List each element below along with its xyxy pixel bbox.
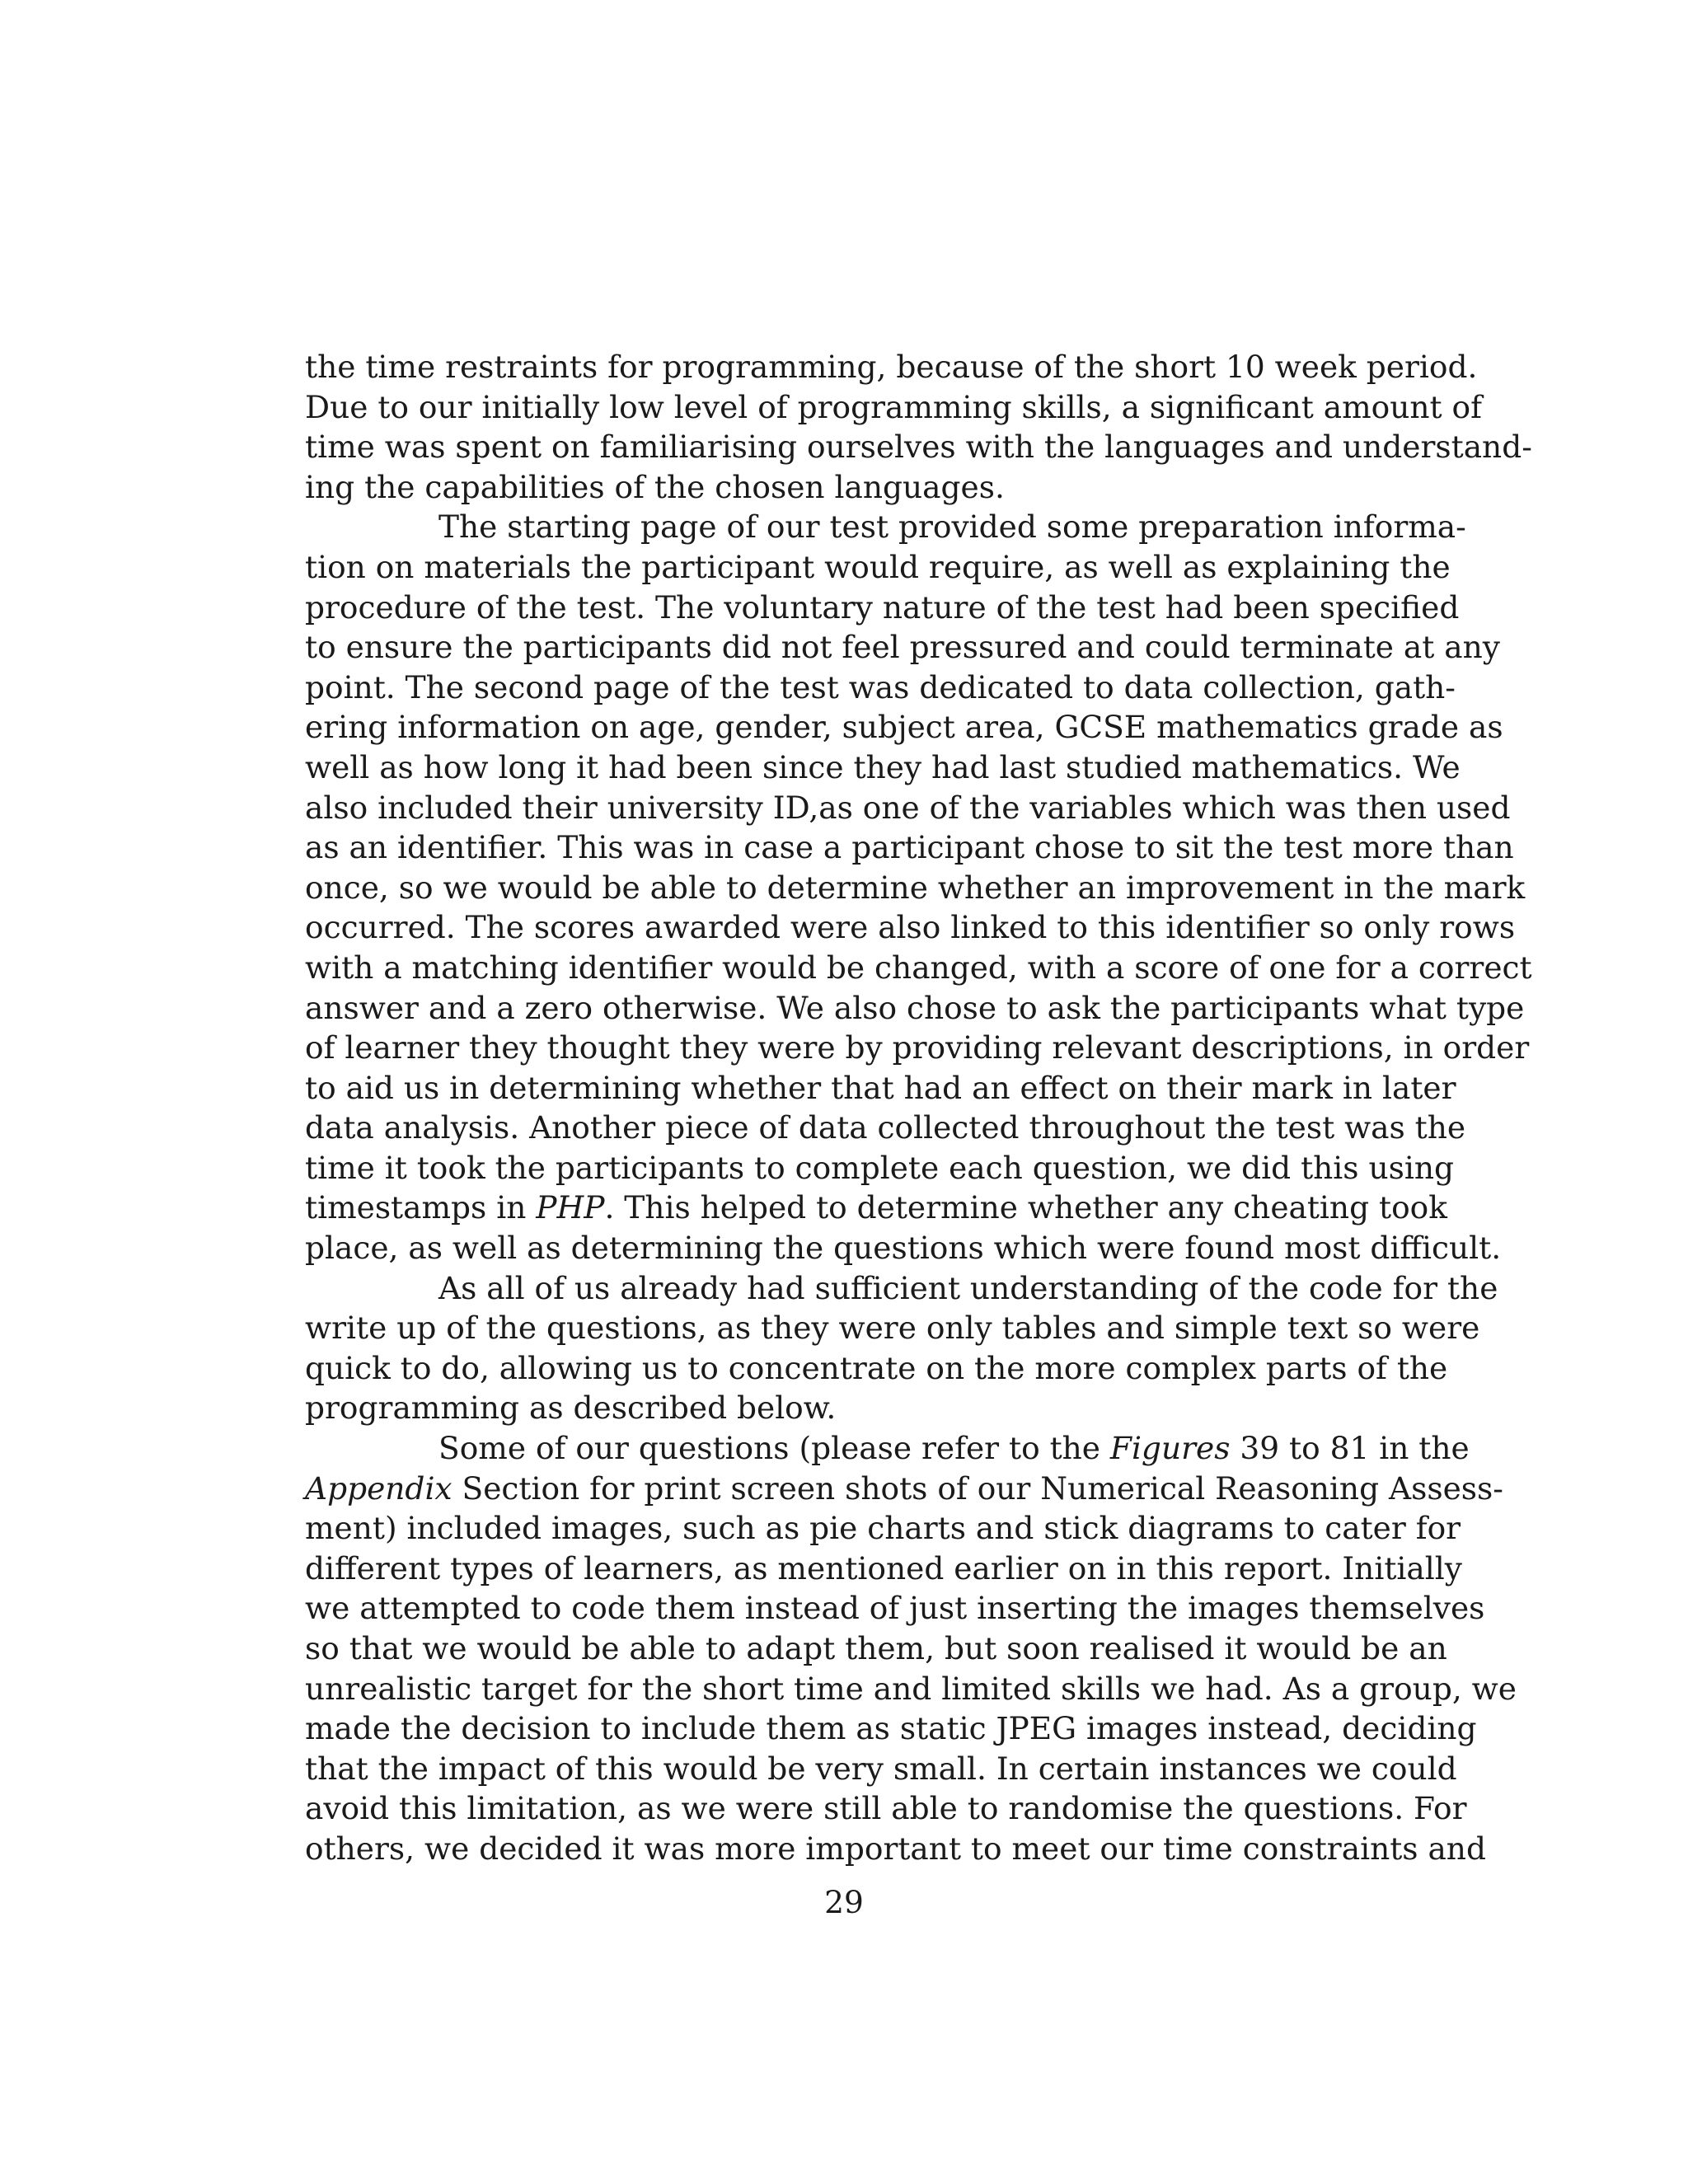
text-line: time was spent on familiarising ourselves with the languages and understand- (305, 429, 1532, 466)
text-line: ment) included images, such as pie charts and stick diagrams to cater for (305, 1510, 1461, 1547)
text-line: answer and a zero otherwise. We also chose to ask the participants what type (305, 989, 1525, 1026)
text-line: place, as well as determining the questions which were found most difficult. (305, 1230, 1502, 1267)
text-line: to aid us in determining whether that had an effect on their mark in later (305, 1069, 1456, 1106)
text-line: point. The second page of the test was dedicated to data collection, gath- (305, 668, 1456, 705)
text-line: once, so we would be able to determine whether an improvement in the mark (305, 869, 1526, 906)
text-line: Due to our initially low level of programming skills, a significant amount of (305, 388, 1483, 425)
text-line: time it took the participants to complete each question, we did this using (305, 1149, 1455, 1186)
text-line: ing the capabilities of the chosen languages. (305, 468, 1005, 505)
text-line: of learner they thought they were by providing relevant descriptions, in order (305, 1029, 1530, 1066)
text-line: data analysis. Another piece of data collected throughout the test was the (305, 1109, 1466, 1146)
page-number: 29 (824, 1884, 864, 1920)
text-line: to ensure the participants did not feel pressured and could terminate at any (305, 629, 1500, 666)
paragraph (305, 507, 1532, 1268)
text-line: programming as described below. (305, 1390, 837, 1427)
text-line: The starting page of our test provided some preparation informa- (438, 509, 1466, 546)
text-line: write up of the questions, as they were only tables and simple text so were (305, 1310, 1480, 1347)
text-line: timestamps in PHP. This helped to determine whether any cheating took (305, 1189, 1447, 1226)
text-line: the time restraints for programming, because of the short 10 week period. (305, 349, 1478, 385)
text-line: ering information on age, gender, subject area, GCSE mathematics grade as (305, 709, 1503, 746)
text-line: different types of learners, as mentioned earlier on in this report. Initially (305, 1549, 1462, 1586)
body-text (305, 347, 1532, 1869)
text-line: as an identifier. This was in case a participant chose to sit the test more than (305, 829, 1514, 866)
text-line: Some of our questions (please refer to the Figures 39 to 81 in the (438, 1430, 1470, 1467)
text-line: so that we would be able to adapt them, but soon realised it would be an (305, 1630, 1447, 1666)
text-line: occurred. The scores awarded were also linked to this identifier so only rows (305, 909, 1516, 946)
text-line: procedure of the test. The voluntary nature of the test had been specified (305, 588, 1460, 626)
text-line: quick to do, allowing us to concentrate on the more complex parts of the (305, 1349, 1448, 1386)
text-line: that the impact of this would be very small. In certain instances we could (305, 1750, 1457, 1787)
paragraph (305, 347, 1532, 507)
paragraph (305, 1268, 1498, 1428)
text-line: Appendix Section for print screen shots of our Numerical Reasoning Assess- (305, 1469, 1503, 1507)
text-line: tion on materials the participant would require, as well as explaining the (305, 548, 1451, 585)
text-line: with a matching identifier would be changed, with a score of one for a correct (305, 949, 1532, 986)
text-line: also included their university ID,as one of the variables which was then used (305, 789, 1511, 826)
text-line: well as how long it had been since they had last studied mathematics. We (305, 748, 1461, 785)
paragraph (305, 1428, 1517, 1869)
text-line: avoid this limitation, as we were still able to randomise the questions. For (305, 1790, 1467, 1827)
text-line: made the decision to include them as static JPEG images instead, deciding (305, 1710, 1477, 1747)
text-line: others, we decided it was more important to meet our time constraints and (305, 1830, 1486, 1867)
text-line: unrealistic target for the short time and limited skills we had. As a group, we (305, 1670, 1517, 1707)
text-line: As all of us already had sufficient understanding of the code for the (438, 1269, 1498, 1306)
text-line: we attempted to code them instead of just inserting the images themselves (305, 1590, 1485, 1627)
